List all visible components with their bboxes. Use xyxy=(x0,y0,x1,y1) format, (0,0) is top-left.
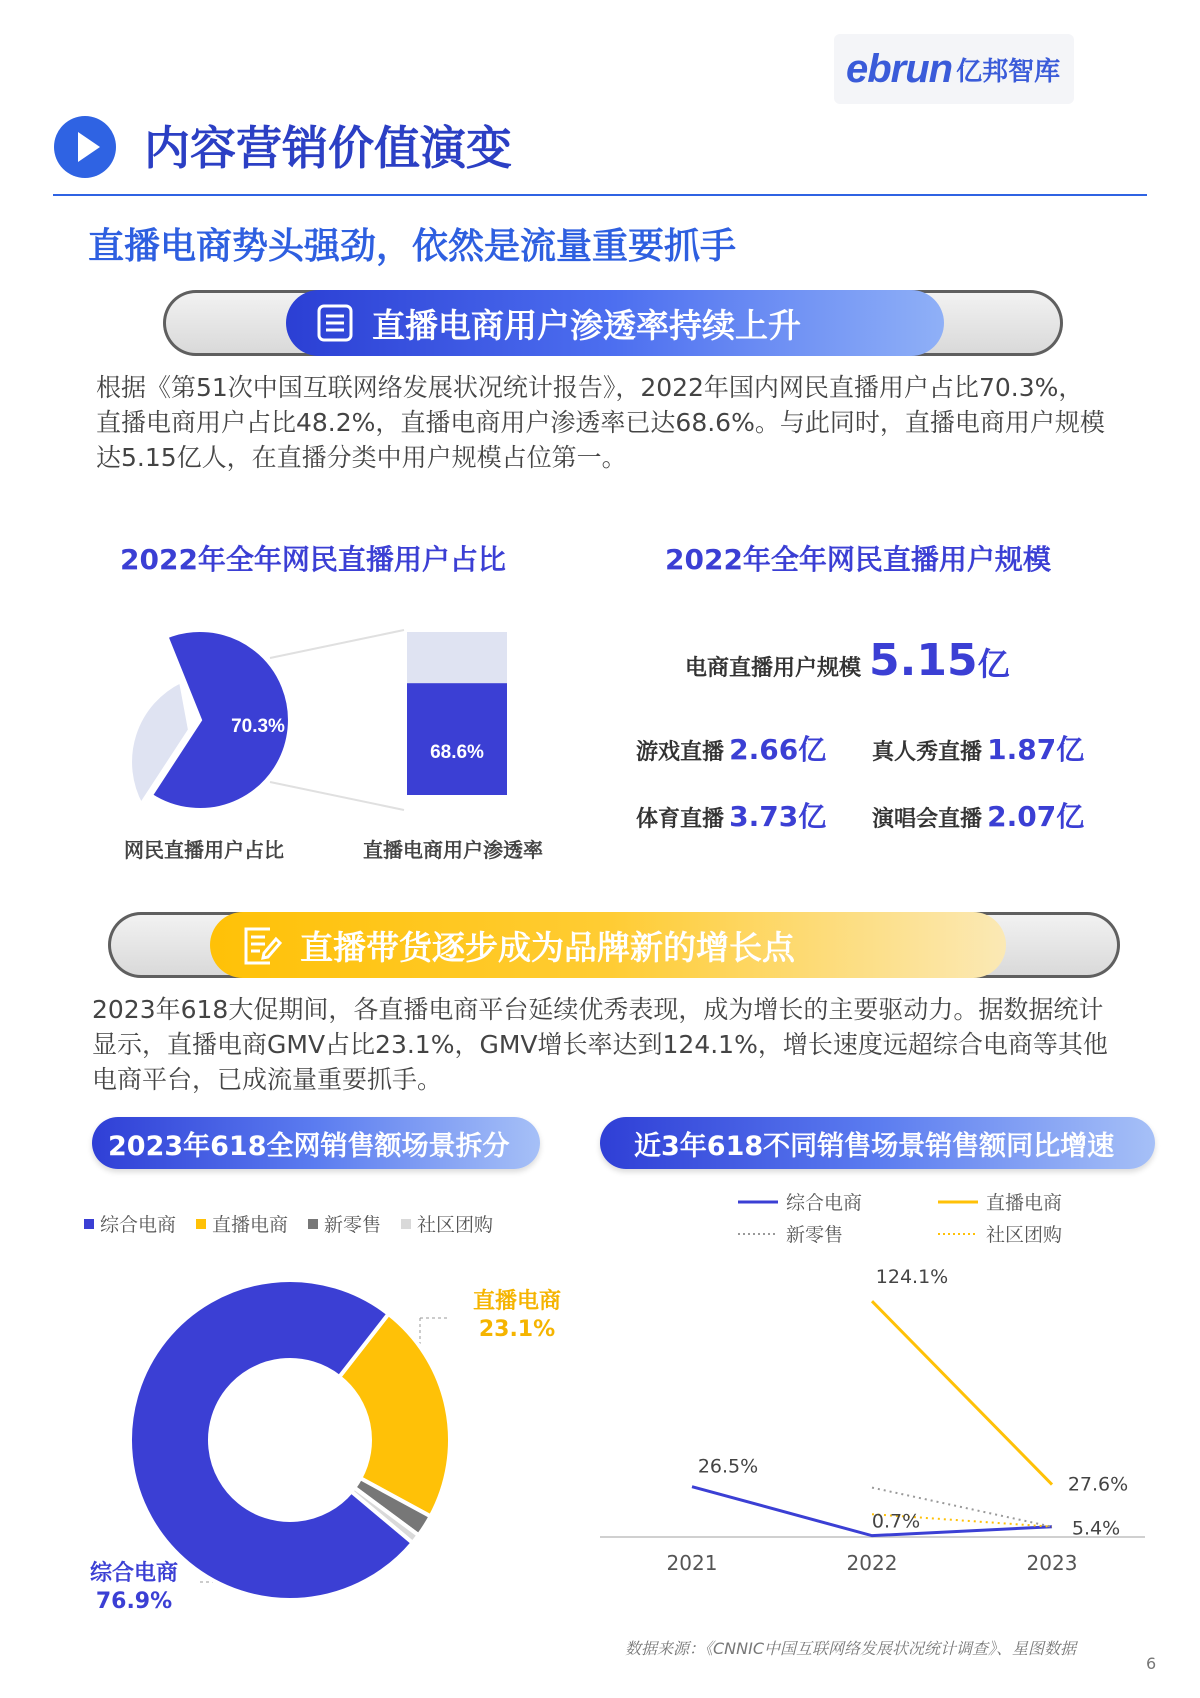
line-data-label: 0.7% xyxy=(871,1510,921,1533)
bar-penetration xyxy=(407,683,507,795)
bar-label: 直播电商用户渗透率 xyxy=(363,838,543,862)
callout-live-value: 23.1% xyxy=(478,1317,556,1342)
donut-legend xyxy=(84,1210,493,1237)
line-legend-3: 新零售 xyxy=(786,1224,844,1246)
line-legend-2: 直播电商 xyxy=(986,1192,1063,1214)
line-legend-1: 综合电商 xyxy=(786,1192,863,1214)
subheading: 直播电商势头强劲，依然是流量重要抓手 xyxy=(88,226,737,267)
legend-item: 社区团购 xyxy=(401,1210,493,1237)
sales-split-donut xyxy=(80,1250,580,1630)
line-data-label: 27.6% xyxy=(1067,1473,1129,1496)
logo-cn: 亿邦智库 xyxy=(956,56,1061,87)
main-stat-name: 电商直播用户规模 xyxy=(685,656,862,681)
section1-title: 直播电商用户渗透率持续上升 xyxy=(372,305,801,345)
line-data-label: 5.4% xyxy=(1071,1517,1121,1540)
x-tick-label: 2023 xyxy=(1026,1551,1078,1575)
callout-live-name: 直播电商 xyxy=(472,1289,562,1314)
legend-item: 综合电商 xyxy=(84,1210,176,1237)
bar-remainder xyxy=(407,632,507,683)
penetration-chart xyxy=(100,620,580,820)
callout-general-name: 综合电商 xyxy=(89,1561,179,1586)
legend-item: 新零售 xyxy=(308,1210,381,1237)
stat-sports: 体育直播 3.73亿 xyxy=(636,800,827,833)
main-stat xyxy=(685,635,1010,686)
stat-concert: 演唱会直播 2.07亿 xyxy=(872,800,1085,833)
ebrun-logo xyxy=(834,34,1074,104)
section1-paragraph: 根据《第51次中国互联网络发展状况统计报告》，2022年国内网民直播用户占比70.3%，直播电商用户占比48.2%，直播电商用户渗透率已达68.6%。与此同时，直播电商用户规模达5.15亿人，在直播分类中用户规模占位第一。 xyxy=(96,373,1105,472)
line-data-label: 124.1% xyxy=(875,1266,949,1289)
legend-item: 直播电商 xyxy=(196,1210,288,1237)
x-tick-label: 2021 xyxy=(666,1551,718,1575)
main-stat-unit: 亿 xyxy=(977,645,1010,683)
pie-data-label: 70.3% xyxy=(231,716,285,737)
section2-banner xyxy=(210,912,1006,978)
x-tick-label: 2022 xyxy=(846,1551,898,1575)
stat-game: 游戏直播 2.66亿 xyxy=(636,733,827,766)
section1-banner xyxy=(286,290,944,356)
title-divider xyxy=(53,194,1147,196)
right-chart-title: 2022年全年网民直播用户规模 xyxy=(665,543,1051,576)
page-number: 6 xyxy=(1146,1654,1157,1673)
section2-title: 直播带货逐步成为品牌新的增长点 xyxy=(300,927,795,967)
line-chart-title: 近3年618不同销售场景销售额同比增速 xyxy=(600,1117,1155,1169)
line-legend-4: 社区团购 xyxy=(986,1224,1063,1246)
section2-paragraph: 2023年618大促期间，各直播电商平台延续优秀表现，成为增长的主要驱动力。据数据统计显示，直播电商GMV占比23.1%，GMV增长率达到124.1%，增长速度远超综合电商等其他电商平台，已成流量重要抓手。 xyxy=(92,995,1108,1094)
donut-chart-title: 2023年618全网销售额场景拆分 xyxy=(92,1117,540,1169)
main-stat-value: 5.15 xyxy=(869,635,978,686)
series-line-1 xyxy=(872,1301,1052,1484)
data-source: 数据来源：《CNNIC中国互联网络发展状况统计调查》、星图数据 xyxy=(625,1639,1077,1658)
edit-document-icon xyxy=(240,923,282,967)
callout-general-value: 76.9% xyxy=(95,1589,173,1614)
document-icon xyxy=(316,303,354,343)
play-icon xyxy=(54,116,116,178)
left-chart-title: 2022年全年网民直播用户占比 xyxy=(120,543,506,576)
logo-en: ebrun xyxy=(846,46,953,91)
growth-line-chart xyxy=(600,1260,1160,1580)
stat-reality: 真人秀直播 1.87亿 xyxy=(872,733,1085,766)
bar-data-label: 68.6% xyxy=(430,742,484,763)
line-data-label: 26.5% xyxy=(697,1455,759,1478)
page-title: 内容营销价值演变 xyxy=(144,121,512,175)
pie-label: 网民直播用户占比 xyxy=(124,838,284,862)
